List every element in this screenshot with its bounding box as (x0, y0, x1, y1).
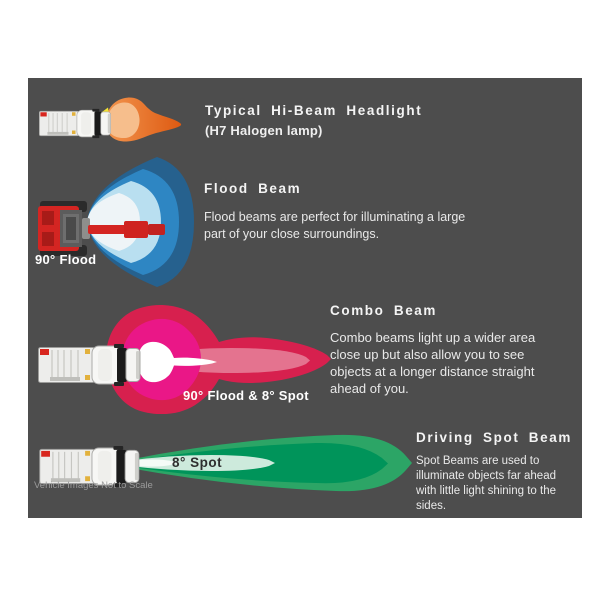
spot-beam-description (416, 454, 556, 514)
combo-beam-description (330, 329, 535, 397)
truck-icon (39, 344, 141, 386)
spot-desc-line: with little light shining to the (416, 485, 556, 497)
flood-desc-line: part of your close surroundings. (204, 227, 380, 241)
scale-footnote: Vehicle Images Not to Scale (34, 480, 153, 491)
combo-desc-line: ahead of you. (330, 381, 409, 396)
combo-desc-line: close up but also allow you to see (330, 347, 525, 362)
combo-desc-line: objects at a longer distance straight (330, 364, 535, 379)
hi-beam-graphic (100, 94, 184, 146)
spot-desc-line: Spot Beams are used to (416, 455, 540, 467)
spot-beam-heading: Driving Spot Beam (416, 430, 572, 445)
flood-beam-description (204, 209, 465, 243)
spot-desc-line: sides. (416, 500, 447, 512)
combo-beam-label: 90° Flood & 8° Spot (183, 388, 309, 403)
hi-beam-heading: Typical Hi-Beam Headlight (205, 103, 423, 118)
spot-desc-line: illuminate objects far ahead (416, 470, 556, 482)
flood-beam-label: 90° Flood (35, 252, 97, 267)
spot-beam-label: 8° Spot (172, 455, 223, 470)
combo-desc-line: Combo beams light up a wider area (330, 330, 536, 345)
truck-icon (39, 106, 112, 141)
flood-beam-heading: Flood Beam (204, 181, 302, 196)
hi-beam-subheading: (H7 Halogen lamp) (205, 123, 323, 138)
flood-desc-line: Flood beams are perfect for illuminating a large (204, 210, 466, 224)
combo-beam-heading: Combo Beam (330, 303, 438, 318)
diagram-panel (28, 78, 582, 518)
